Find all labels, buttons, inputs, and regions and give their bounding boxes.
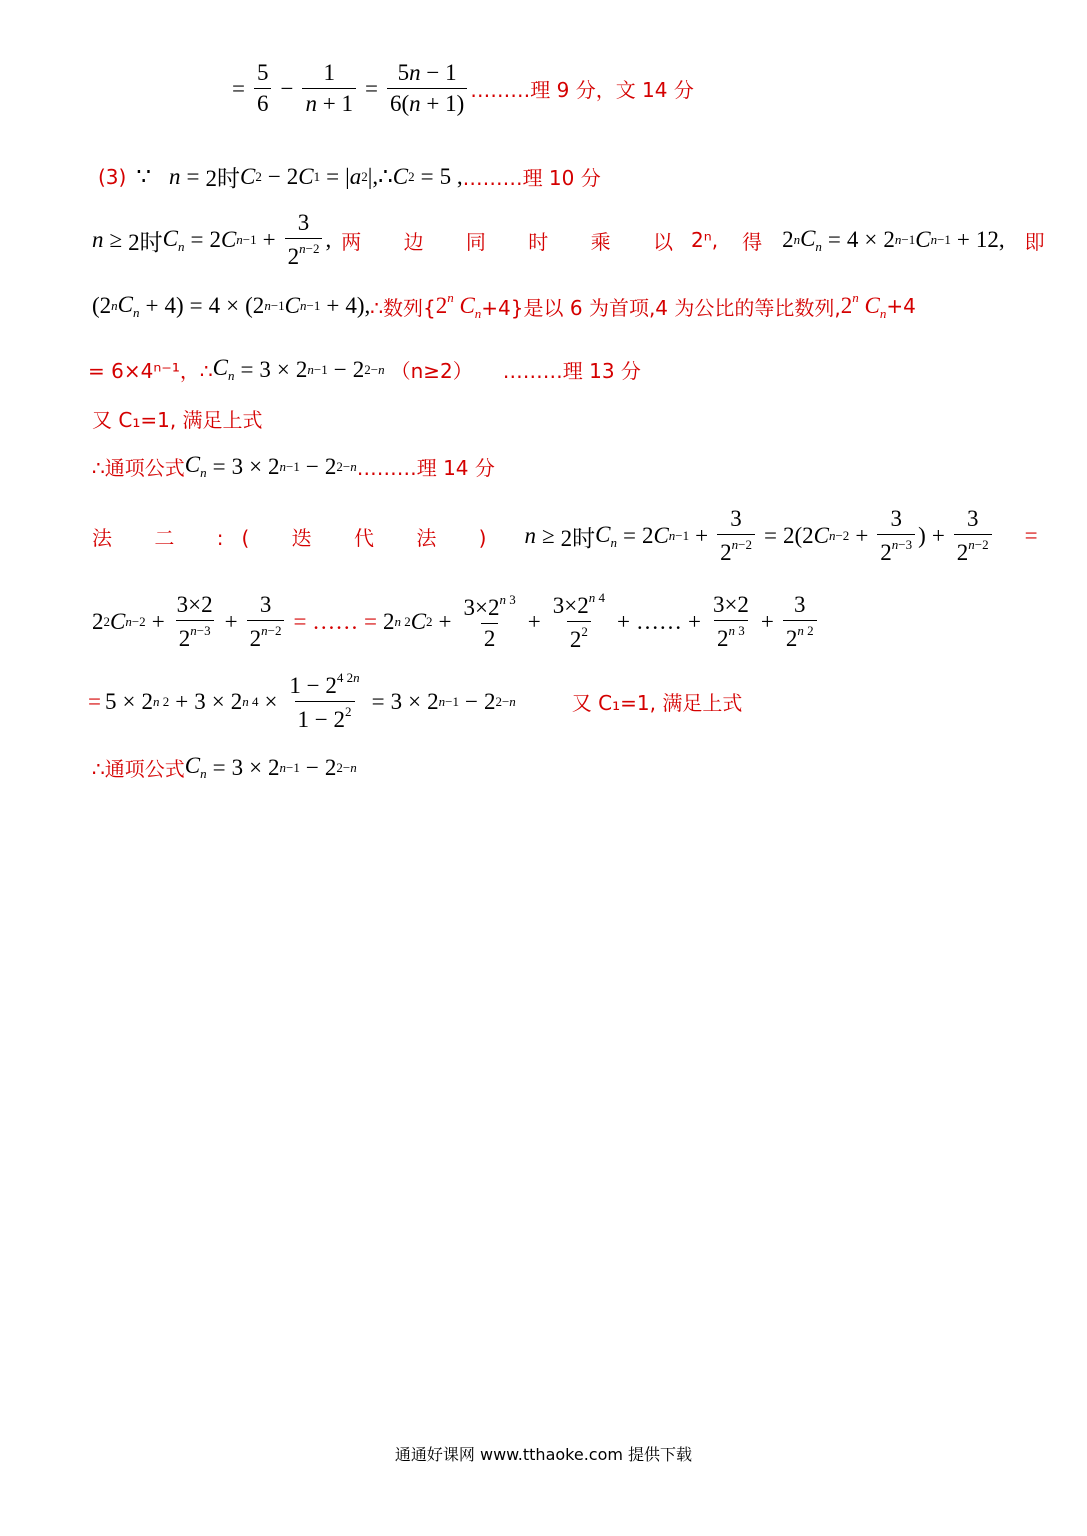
eq-line-7: ∴通项公式 $C_n$ = 3 × 2 n−1 − 2 2−n ………理 14 分 [92, 452, 495, 480]
text-condition: （n≥2） [390, 359, 473, 383]
eq-line-2: (3) ∵ n = 2时 C 2 − 2 C 1 = | a 2 |,∴ C 2 = 5 , ………理 10 分 [98, 163, 601, 191]
eq-line-5: = 6×4ⁿ⁻¹，∴ $C_n$ = 3 × 2 n−1 − 2 2−n （n≥2） ………理 13 分 [88, 355, 641, 383]
eq-line-11: ∴通项公式 $C_n$ = 3 × 2 n−1 − 2 2−n [92, 753, 357, 781]
text-sequence-1: ∴数列{ [370, 295, 436, 320]
text-c1: 又 C₁=1, 满足上式 [92, 408, 263, 432]
eq-line-9: 2 2 C n−2 + $\frac{3\times 2}{2^{n-3}}$ + $\frac{3}{2^{n-2}}$ = …… = 2 n 2 C 2 + $\frac{3\times 2^{n 3}}{2}$ + $\frac{3\times 2^{n 4}}{2^2}$ + …… + $\frac{3\times 2}{2^{n 3}}$ + $\frac{3}{2^{n 2}}$ [92, 590, 820, 653]
text-general-formula-2: ∴通项公式 [92, 757, 185, 781]
text-de: 得 [742, 229, 763, 254]
text-line-6 [92, 404, 263, 433]
text-general-formula: ∴通项公式 [92, 456, 185, 480]
text-2n: 2ⁿ, [691, 228, 719, 252]
part-label: (3) [98, 164, 127, 189]
eq-line-4: (2 n $C_n$ + 4) = 4 × (2 n−1 C n−1 + 4), ∴数列{ 2$^n$ $C_n$ +4}是以 6 为首项,4 为公比的等比数列, 2$^n$ $C_n$ +4 [92, 290, 916, 321]
eq-line-3: n ≥ 2时 $C_n$ = 2 C n−1 + $\frac{3}{2^{n-2}}$ , 两 边 同 时 乘 以 2ⁿ, 得 2 n $C_n$ = 4 × 2 n−1 C n−1 + 12, 即 [92, 210, 1045, 269]
text-multiply: 两 边 同 时 乘 以 [341, 229, 692, 254]
score-note: ………理 10 分 [462, 166, 601, 190]
page-footer: 通通好课网 www.tthaoke.com 提供下载 [394, 1445, 693, 1464]
method-two-label: 法 二 :( 迭 代 法 ) [92, 525, 505, 550]
score-note: ………理 9 分，文 14 分 [470, 78, 694, 102]
eq-line-8: 法 二 :( 迭 代 法 ) n ≥ 2时 $C_n$ = 2 C n−1 + $\frac{3}{2^{n-2}}$ = 2(2 C n−2 + $\frac{3}{2^{n-3}}$ ) + $\frac{3}{2^{n-2}}$ = [92, 506, 1038, 565]
text-6x4: = 6×4ⁿ⁻¹，∴ [88, 359, 213, 383]
text-c1-again: 又 C₁=1, 满足上式 [571, 691, 743, 715]
score-note: ………理 14 分 [356, 456, 495, 480]
text-ji: 即 [1024, 229, 1045, 254]
text-sequence-2: +4}是以 6 为首项,4 为公比的等比数列, [481, 295, 841, 320]
score-note: ………理 13 分 [502, 359, 641, 383]
eq-line-1: = $\frac{5}{6}$ − $\frac{1}{n + 1}$ = $\frac{5n - 1}{6(n + 1)}$ ………理 9 分，文 14 分 [232, 60, 694, 116]
eq-line-10: = 5 × 2 n 2 + 3 × 2 n 4 × $\frac{1 - 2^{4 2n}}{1 - 2^2}$ = 3 × 2 n−1 − 2 2−n 又 C₁=1, 满足上式 [88, 670, 743, 732]
text-sequence-3: +4 [886, 294, 916, 318]
